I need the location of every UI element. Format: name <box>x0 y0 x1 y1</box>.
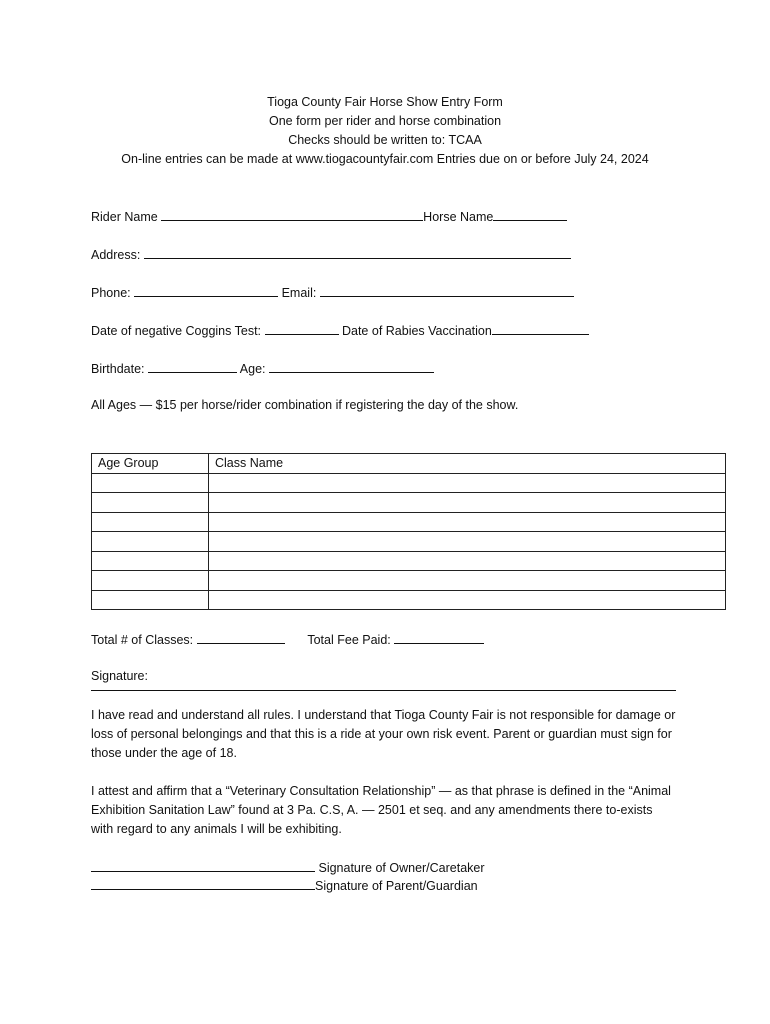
class-name-cell[interactable] <box>209 512 726 532</box>
owner-signature-row <box>91 859 485 875</box>
age-label: Age: <box>239 362 266 376</box>
birthdate-age-row <box>91 360 434 376</box>
age-field[interactable] <box>269 360 434 373</box>
table-row <box>92 493 726 513</box>
total-classes-label: Total # of Classes: <box>91 633 194 647</box>
age-group-cell[interactable] <box>92 590 209 610</box>
vaccination-row <box>91 322 589 338</box>
age-group-cell[interactable] <box>92 551 209 571</box>
class-name-cell[interactable] <box>209 590 726 610</box>
online-entries-note: On-line entries can be made at www.tiogacountyfair.com Entries due on or before July 24, 2024 <box>121 152 649 166</box>
rabies-label: Date of Rabies Vaccination <box>341 324 492 338</box>
class-name-cell[interactable] <box>209 551 726 571</box>
form-subtitle: One form per rider and horse combination <box>268 114 502 128</box>
age-group-cell[interactable] <box>92 493 209 513</box>
age-group-header: Age Group <box>92 454 209 474</box>
parent-signature-label: Signature of Parent/Guardian <box>315 879 478 893</box>
birthdate-label: Birthdate: <box>91 362 145 376</box>
class-name-cell[interactable] <box>209 571 726 591</box>
table-row <box>92 532 726 552</box>
total-classes-field[interactable] <box>197 631 285 644</box>
coggins-label: Date of negative Coggins Test: <box>91 324 262 338</box>
address-label: Address: <box>91 248 141 262</box>
attestation-text: I attest and affirm that a “Veterinary Consultation Relationship” — as that phrase is defined in the “Animal Exhibition Sanitation Law” found at 3 Pa. C.S, A. — 2501 et seq. and any amendments there to-exists with regard to any animals I will be exhibiting. <box>91 784 671 836</box>
email-field[interactable] <box>320 284 574 297</box>
owner-signature-label: Signature of Owner/Caretaker <box>318 861 485 875</box>
signature-line[interactable] <box>91 690 676 691</box>
phone-label: Phone: <box>91 286 131 300</box>
address-row <box>91 246 571 262</box>
class-name-cell[interactable] <box>209 473 726 493</box>
form-title: Tioga County Fair Horse Show Entry Form <box>267 95 503 109</box>
table-row <box>92 473 726 493</box>
horse-name-field[interactable] <box>493 208 567 221</box>
disclaimer-text: I have read and understand all rules. I understand that Tioga County Fair is not responsible for damage or loss of personal belongings and that this is a ride at your own risk event. Parent or guardian must sign for those under the age of 18. <box>91 708 676 760</box>
total-fee-label: Total Fee Paid: <box>307 633 391 647</box>
rider-name-label: Rider Name <box>91 210 158 224</box>
email-label: Email: <box>281 286 317 300</box>
table-row <box>92 512 726 532</box>
phone-email-row <box>91 284 574 300</box>
parent-signature-line[interactable] <box>91 877 315 890</box>
rider-name-field[interactable] <box>161 208 423 221</box>
class-name-cell[interactable] <box>209 493 726 513</box>
horse-name-label: Horse Name <box>423 210 494 224</box>
fee-note: All Ages — $15 per horse/rider combination if registering the day of the show. <box>91 398 519 412</box>
age-group-cell[interactable] <box>92 571 209 591</box>
table-row <box>92 551 726 571</box>
totals-row <box>91 631 484 647</box>
signature-label: Signature: <box>91 669 148 683</box>
age-group-cell[interactable] <box>92 473 209 493</box>
address-field[interactable] <box>144 246 571 259</box>
rabies-date-field[interactable] <box>492 322 589 335</box>
table-header-row <box>92 454 726 474</box>
table-row <box>92 571 726 591</box>
parent-signature-row <box>91 877 478 893</box>
table-row <box>92 590 726 610</box>
birthdate-field[interactable] <box>148 360 237 373</box>
phone-field[interactable] <box>134 284 278 297</box>
class-name-cell[interactable] <box>209 532 726 552</box>
rider-name-row <box>91 208 567 224</box>
owner-signature-line[interactable] <box>91 859 315 872</box>
coggins-date-field[interactable] <box>265 322 339 335</box>
total-fee-field[interactable] <box>394 631 484 644</box>
age-group-cell[interactable] <box>92 512 209 532</box>
class-name-header: Class Name <box>209 454 726 474</box>
checks-payable-note: Checks should be written to: TCAA <box>288 133 482 147</box>
classes-table <box>91 453 726 610</box>
age-group-cell[interactable] <box>92 532 209 552</box>
